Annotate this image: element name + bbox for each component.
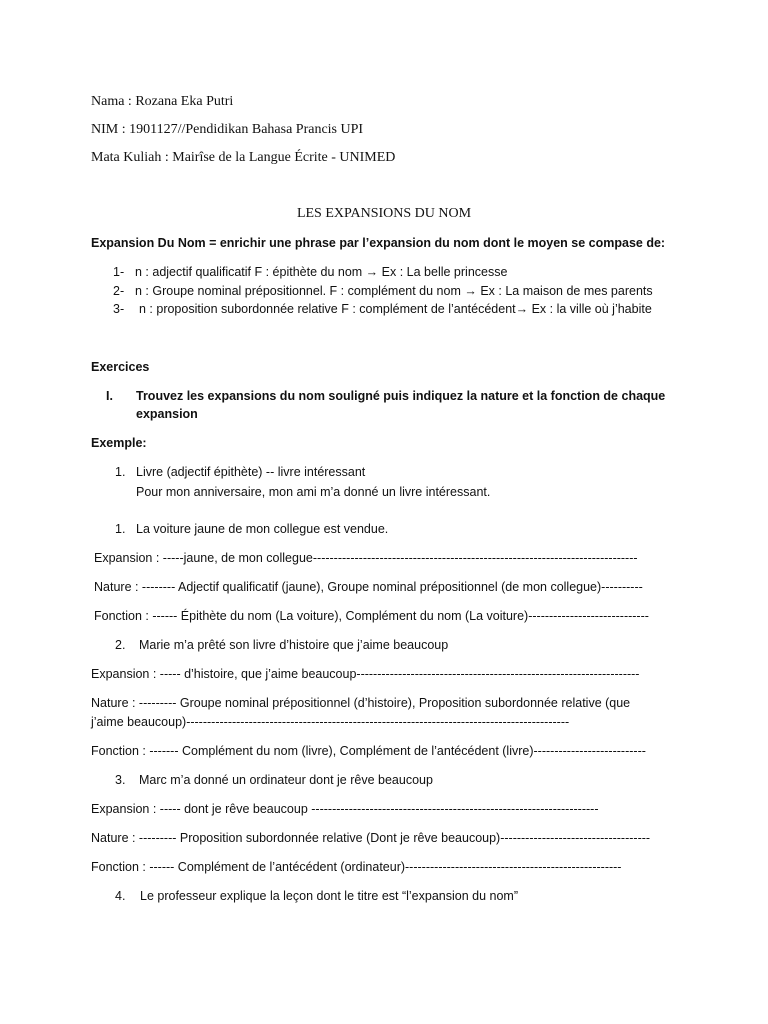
nature-answer: Nature : -------- Adjectif qualificatif (jaune), Groupe nominal prépositionnel (de mon collegue)---------- — [94, 580, 643, 594]
nature-answer: Nature : --------- Groupe nominal prépositionnel (d’histoire), Proposition subordonnée relative (que — [91, 696, 631, 710]
instruction-line: Trouvez les expansions du nom souligné puis indiquez la nature et la fonction de chaque — [136, 389, 666, 403]
exercise-sentence: Marc m’a donné un ordinateur dont je rêve beaucoup — [139, 773, 433, 787]
type-number: 2- — [113, 284, 125, 298]
exercise-sentence: Marie m’a prêté son livre d’histoire que j’aime beaucoup — [139, 638, 449, 652]
intro-text: Expansion Du Nom = enrichir une phrase par l’expansion du nom dont le moyen se compase de: — [91, 236, 666, 250]
expansion-answer: Expansion : ----- d’histoire, que j’aime beaucoup-------------------------------------------------------------------- — [91, 667, 640, 681]
type-text: n : adjectif qualificatif F : épithète du nom → Ex : La belle princesse — [135, 265, 508, 279]
exercices-heading: Exercices — [91, 360, 150, 374]
fonction-answer: Fonction : ------ Complément de l’antécédent (ordinateur)---------------------------------------------------- — [91, 860, 622, 874]
exemple-number: 1. — [115, 465, 126, 479]
fonction-answer: Fonction : ------ Épithète du nom (La voiture), Complément du nom (La voiture)----------------------------- — [94, 609, 649, 623]
exercise-number: 3. — [115, 773, 126, 787]
expansion-answer: Expansion : ----- dont je rêve beaucoup --------------------------------------------------------------------- — [91, 802, 599, 816]
type-text: n : Groupe nominal prépositionnel. F : complément du nom → Ex : La maison de mes parents — [135, 284, 653, 298]
nature-answer-continued: j’aime beaucoup)-------------------------------------------------------------------------------------------- — [91, 715, 570, 729]
nature-answer: Nature : --------- Proposition subordonnée relative (Dont je rêve beaucoup)------------------------------------ — [91, 831, 651, 845]
exercise-sentence: La voiture jaune de mon collegue est vendue. — [136, 522, 389, 536]
instruction-line: expansion — [136, 407, 198, 421]
fonction-answer: Fonction : ------- Complément du nom (livre), Complément de l’antécédent (livre)--------------------------- — [91, 744, 646, 758]
type-item — [113, 301, 652, 317]
exercise-number: 1. — [115, 522, 126, 536]
exemple-line: Livre (adjectif épithète) -- livre intéressant — [136, 465, 366, 479]
student-nim: NIM : 1901127//Pendidikan Bahasa Prancis UPI — [91, 122, 364, 137]
document-title: LES EXPANSIONS DU NOM — [296, 206, 472, 221]
type-number: 1- — [113, 265, 125, 279]
expansion-answer: Expansion : -----jaune, de mon collegue------------------------------------------------------------------------------ — [94, 551, 638, 565]
instruction-number: I. — [106, 389, 113, 403]
exemple-heading: Exemple: — [91, 436, 147, 450]
type-item — [113, 283, 653, 299]
exercise-sentence: Le professeur explique la leçon dont le titre est “l’expansion du nom” — [140, 889, 518, 903]
type-item — [113, 264, 507, 280]
course-name: Mata Kuliah : Mairîse de la Langue Écrite - UNIMED — [91, 150, 396, 165]
student-name: Nama : Rozana Eka Putri — [91, 94, 234, 109]
exercise-number: 2. — [115, 638, 126, 652]
exemple-line: Pour mon anniversaire, mon ami m’a donné un livre intéressant. — [136, 485, 491, 499]
type-number: 3- — [113, 302, 125, 316]
exercise-number: 4. — [115, 889, 126, 903]
type-text: n : proposition subordonnée relative F : complément de l’antécédent→ Ex : la ville où j’habite — [139, 302, 652, 316]
